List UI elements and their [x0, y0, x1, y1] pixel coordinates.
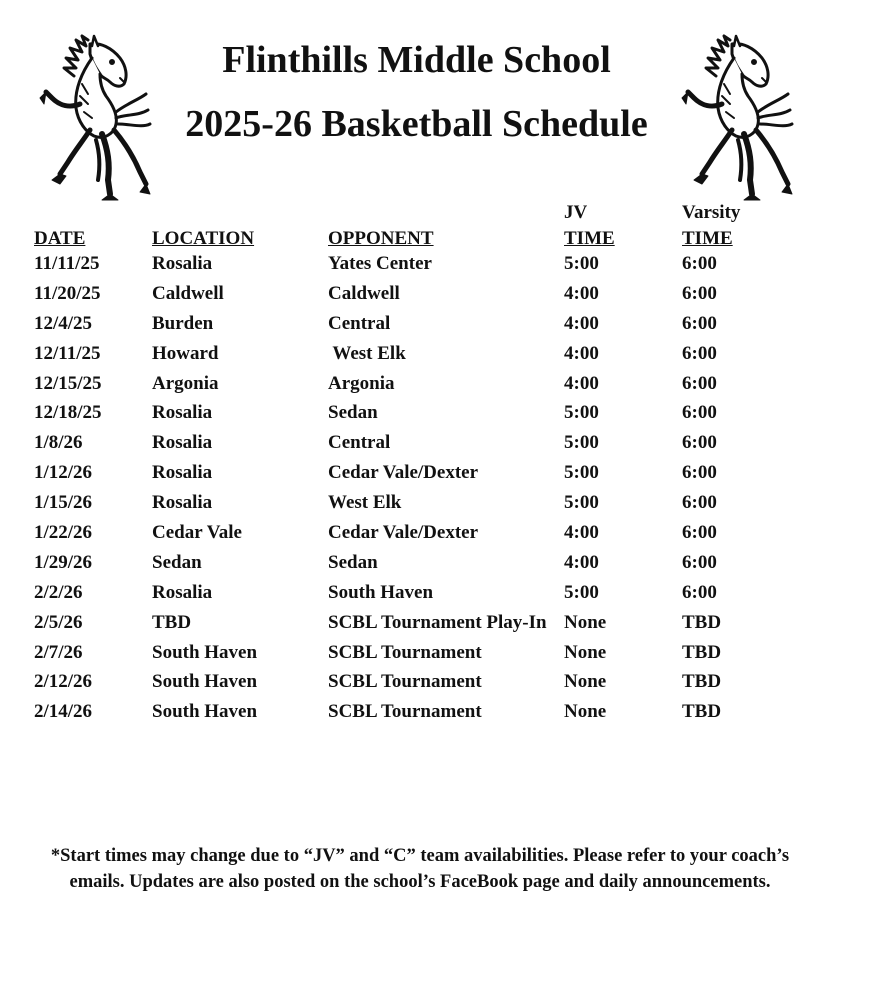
game-location: Sedan: [152, 551, 202, 573]
schedule-row: [0, 550, 883, 580]
schedule-row: [0, 490, 883, 520]
game-opponent: SCBL Tournament Play-In: [328, 611, 547, 633]
schedule-row: [0, 640, 883, 670]
game-varsity-time: 6:00: [682, 282, 717, 304]
game-varsity-time: TBD: [682, 641, 722, 663]
game-opponent: SCBL Tournament: [328, 701, 482, 723]
game-date: 1/12/26: [34, 462, 93, 484]
game-location: TBD: [152, 611, 192, 633]
schedule-row: [0, 610, 883, 640]
location-header: LOCATION: [152, 228, 255, 249]
schedule-row: [0, 251, 883, 281]
game-opponent: Yates Center: [328, 253, 432, 274]
game-jv-time: 4:00: [564, 522, 599, 544]
schedule-row: [0, 669, 883, 699]
game-location: Cedar Vale: [152, 522, 242, 544]
game-jv-time: 4:00: [564, 342, 599, 364]
game-jv-time: None: [564, 611, 607, 633]
game-jv-time: 5:00: [564, 462, 599, 484]
game-opponent: Central: [328, 312, 391, 334]
varsity-header-top: Varsity: [682, 202, 741, 223]
opponent-header: OPPONENT: [328, 228, 434, 249]
schedule-row: [0, 580, 883, 610]
game-date: 2/7/26: [34, 641, 83, 663]
game-location: Caldwell: [152, 282, 224, 304]
game-date: 12/4/25: [34, 312, 93, 334]
game-varsity-time: 6:00: [682, 253, 717, 274]
game-jv-time: None: [564, 671, 607, 693]
game-location: Rosalia: [152, 462, 213, 484]
game-jv-time: 4:00: [564, 312, 599, 334]
game-varsity-time: 6:00: [682, 372, 717, 394]
schedule-row: [0, 430, 883, 460]
game-opponent: South Haven: [328, 581, 434, 603]
game-varsity-time: TBD: [682, 611, 722, 633]
game-varsity-time: TBD: [682, 671, 722, 693]
schedule-footnote: *Start times may change due to “JV” and “C” team availabilities. Please refer to your coach’s emails. Updates are also posted on the school’s FaceBook page and daily announcements.: [50, 846, 790, 892]
game-date: 12/18/25: [34, 402, 102, 424]
game-location: Rosalia: [152, 432, 213, 454]
game-date: 2/12/26: [34, 671, 93, 693]
game-opponent: Caldwell: [328, 282, 400, 304]
game-date: 11/20/25: [34, 282, 101, 304]
schedule-row: [0, 400, 883, 430]
schedule-row: [0, 371, 883, 401]
schedule-row: [0, 699, 883, 729]
game-varsity-time: 6:00: [682, 492, 717, 514]
game-opponent: SCBL Tournament: [328, 671, 482, 693]
schedule-row: [0, 281, 883, 311]
game-date: 12/15/25: [34, 372, 102, 394]
game-date: 1/29/26: [34, 551, 93, 573]
game-date: 11/11/25: [34, 253, 100, 274]
game-varsity-time: 6:00: [682, 432, 717, 454]
game-jv-time: None: [564, 641, 607, 663]
game-date: 2/2/26: [34, 581, 83, 603]
game-location: Burden: [152, 312, 214, 334]
game-location: South Haven: [152, 641, 258, 663]
game-opponent: Argonia: [328, 372, 395, 394]
game-location: Rosalia: [152, 402, 213, 424]
schedule-title: 2025-26 Basketball Schedule: [185, 103, 648, 145]
jv-time-header: TIME: [564, 228, 615, 249]
schedule-table: [0, 251, 883, 729]
game-jv-time: 5:00: [564, 253, 599, 274]
game-varsity-time: TBD: [682, 701, 722, 723]
schedule-row: [0, 341, 883, 371]
game-jv-time: 5:00: [564, 492, 599, 514]
schedule-row: [0, 311, 883, 341]
game-location: Argonia: [152, 372, 219, 394]
jv-header-top: JV: [564, 202, 588, 223]
schedule-row: [0, 520, 883, 550]
game-opponent: Cedar Vale/Dexter: [328, 522, 479, 544]
game-varsity-time: 6:00: [682, 581, 717, 603]
game-jv-time: 5:00: [564, 432, 599, 454]
game-location: Howard: [152, 342, 219, 364]
game-opponent: Central: [328, 432, 391, 454]
game-date: 12/11/25: [34, 342, 101, 364]
game-date: 1/15/26: [34, 492, 93, 514]
game-varsity-time: 6:00: [682, 462, 717, 484]
game-opponent: West Elk: [328, 492, 402, 514]
game-varsity-time: 6:00: [682, 551, 717, 573]
game-location: Rosalia: [152, 581, 213, 603]
varsity-time-header: TIME: [682, 228, 733, 249]
game-date: 1/8/26: [34, 432, 83, 454]
schedule-row: [0, 460, 883, 490]
game-varsity-time: 6:00: [682, 402, 717, 424]
date-header: DATE: [34, 228, 86, 249]
game-opponent: SCBL Tournament: [328, 641, 482, 663]
game-date: 2/5/26: [34, 611, 83, 633]
game-jv-time: 4:00: [564, 551, 599, 573]
game-varsity-time: 6:00: [682, 312, 717, 334]
game-location: South Haven: [152, 701, 258, 723]
school-title: Flinthills Middle School: [222, 39, 611, 81]
game-location: Rosalia: [152, 253, 213, 274]
game-opponent: West Elk: [328, 342, 406, 364]
game-location: South Haven: [152, 671, 258, 693]
game-opponent: Sedan: [328, 402, 378, 424]
game-opponent: Sedan: [328, 551, 378, 573]
game-opponent: Cedar Vale/Dexter: [328, 462, 479, 484]
game-jv-time: 4:00: [564, 282, 599, 304]
game-location: Rosalia: [152, 492, 213, 514]
game-jv-time: 5:00: [564, 402, 599, 424]
game-date: 1/22/26: [34, 522, 93, 544]
game-jv-time: 4:00: [564, 372, 599, 394]
game-jv-time: 5:00: [564, 581, 599, 603]
game-varsity-time: 6:00: [682, 342, 717, 364]
game-jv-time: None: [564, 701, 607, 723]
game-date: 2/14/26: [34, 701, 93, 723]
game-varsity-time: 6:00: [682, 522, 717, 544]
